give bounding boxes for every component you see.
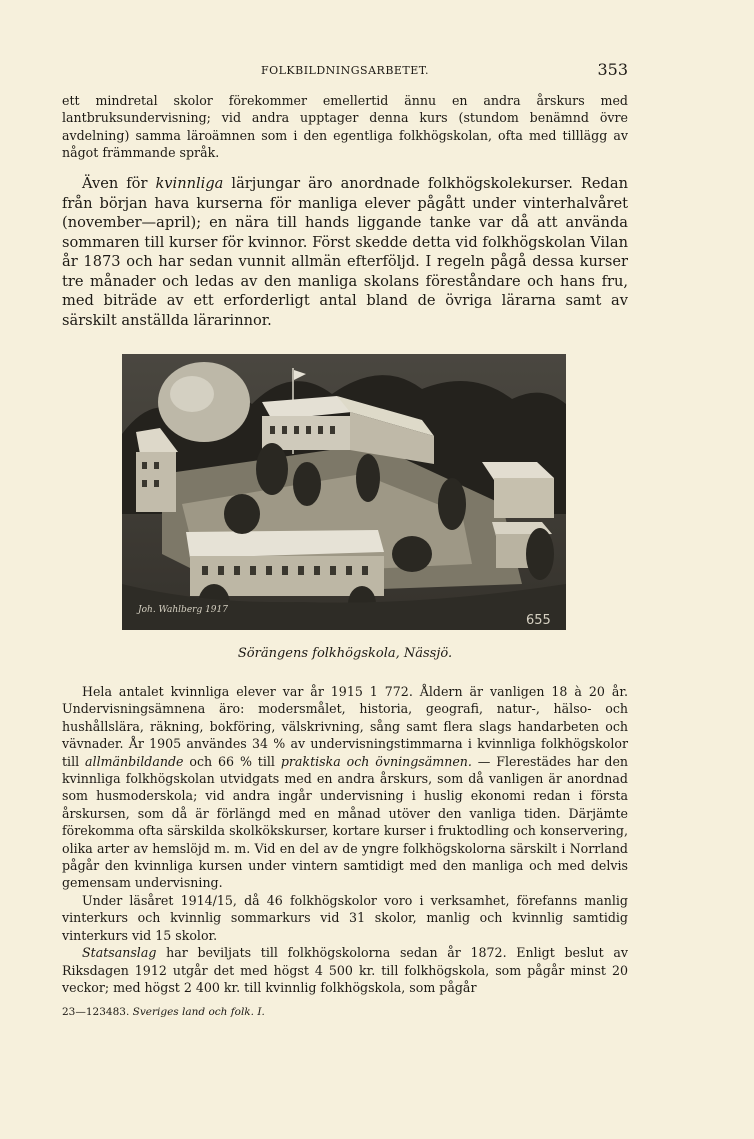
illustration-caption: Sörängens folkhögskola, Nässjö.	[237, 646, 453, 661]
emphasis-kvinnliga: kvinnliga	[155, 175, 224, 192]
school-illustration	[122, 354, 566, 630]
paragraph-women-courses-text: Även för kvinnliga lärjungar äro anordnade folkhögskolekurser. Redan från början hava kurserna för manliga elever pågått under vinterhalvåret (november—april); en nära till hands liggande tanke var då att använda sommaren till kurser för kvinnor. Först skedde detta vid folkhögskolan Vilan år 1873 och har sedan vunnit allmän efterföljd. I regeln pågå dessa kurser tre månader och ledas av den manliga skolans föreståndare och hans fru, med biträde av ett erforderligt antal bland de övriga lärarna samt av särskilt anställda lärarinnor.	[62, 175, 628, 329]
paragraph-intro-text: ett mindretal skolor förekommer emellertid ännu en andra årskurs med lantbruksundervisning; vid andra upptager denna kurs (stundom benämnd övre avdelning) samma läroämnen som i den egentliga folkhögskolan, ofta med tilllägg av något främmande språk.	[62, 93, 628, 161]
paragraph-statistics-text: Hela antalet kvinnliga elever var år 1915 1 772. Åldern är vanligen 18 à 20 år. Undervisningsämnena äro: modersmålet, historia, geografi, natur-, hälso- och hushållslära, räkning, bokföring, välskrivning, sång samt flera slags handarbeten och vävnader. År 1905 användes 34 % av undervisningstimmarna i kvinnliga folkhögskolor till allmänbildande och 66 % till praktiska och övningsämnen. — Flerestädes har den kvinnliga folkhögskolan utvidgats med en andra årskurs, som då vanligen är anordnad som husmoderskola; vid andra ingår undervisning i huslig ekonomi redan i första årskursen, som då är förlängd med en månad utöver den vanliga tiden. Därjämte förekomma ofta särskilda skolkökskurser, kortare kurser i fruktodling och konservering, olika arter av hemslöjd m. m. Vid en del av de yngre folkhögskolorna särskilt i Norrland pågår den kvinnliga kursen under vintern samtidigt med den manliga och med delvis gemensam undervisning.	[62, 684, 629, 891]
plate-number: 655	[526, 613, 551, 628]
paragraph-school-year: Under läsåret 1914/15, då 46 folkhögskolor voro i verksamhet, förefanns manlig vinterkurs och kvinnlig sommarkurs vid 31 skolor, manlig och kvinnlig samtidig vinterkurs vid 15 skolor.	[62, 892, 628, 943]
paragraph-state-grant: Statsanslag har beviljats till folkhögskolorna sedan år 1872. Enligt beslut av Riksdagen 1912 utgår det med högst 4 500 kr. till folkhögskola, som pågår minst 20 veckor; med högst 2 400 kr. till kvinnlig folkhögskola, som pågår	[62, 945, 628, 995]
paragraph-women-courses	[62, 174, 628, 330]
printer-signature-number: 23—123483.	[62, 1006, 130, 1018]
paragraph-intro	[62, 92, 628, 162]
paragraph-statistics	[62, 683, 628, 996]
running-title: FOLKBILDNINGSARBETET.	[260, 64, 430, 77]
emphasis-statsanslag: Statsanslag	[82, 945, 157, 961]
page-number: 353	[597, 60, 628, 79]
artist-signature: Joh. Wahlberg 1917	[138, 605, 228, 615]
printer-signature	[62, 1006, 265, 1018]
printer-signature-title: Sveriges land och folk. I.	[132, 1006, 265, 1018]
page-header	[62, 60, 628, 80]
